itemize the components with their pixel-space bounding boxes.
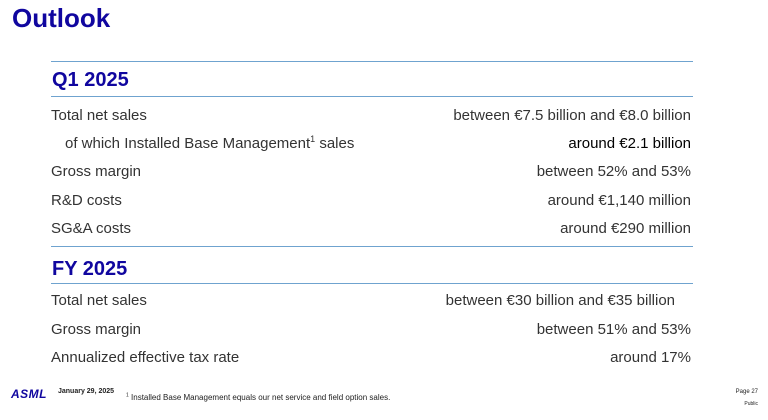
row-value: around €1,140 million — [547, 191, 691, 209]
footnote-marker: 1 — [126, 392, 129, 399]
row-label: Total net sales — [51, 291, 147, 309]
row-value: between 51% and 53% — [536, 320, 691, 338]
footnote-marker: 1 — [310, 133, 316, 144]
row-value: around 17% — [610, 348, 691, 366]
footnote: $^1$ Installed Base Management equals our net service and field option sales. — [126, 392, 391, 402]
row-fy-tax-rate — [51, 346, 691, 368]
section-heading-fy: FY 2025 — [52, 258, 128, 280]
row-q1-gross-margin — [51, 160, 691, 182]
row-value: between €30 billion and €35 billion — [445, 291, 675, 309]
row-q1-rd-costs — [51, 189, 691, 211]
row-label: Total net sales — [51, 106, 147, 124]
section-heading-rule — [51, 96, 693, 97]
page-title: Outlook — [12, 3, 111, 33]
row-q1-sga-costs — [51, 217, 691, 239]
row-q1-total-net-sales — [51, 104, 691, 126]
row-label: Gross margin — [51, 162, 142, 180]
page-number: Page 27 — [735, 389, 758, 395]
row-label: Gross margin — [51, 320, 142, 338]
section-heading-q1: Q1 2025 — [52, 69, 129, 91]
footer-date: January 29, 2025 — [58, 388, 115, 395]
row-label: of which Installed Base Management$^1$ sales — [65, 133, 355, 152]
row-value: between €7.5 billion and €8.0 billion — [453, 106, 691, 124]
row-value: between 52% and 53% — [536, 162, 691, 180]
row-fy-total-net-sales — [51, 289, 691, 311]
section-heading-rule — [51, 283, 693, 284]
classification-label: Public — [744, 401, 758, 407]
row-value: around €290 million — [560, 219, 691, 237]
row-value: around €2.1 billion — [568, 134, 691, 152]
row-label: R&D costs — [51, 191, 122, 209]
row-fy-gross-margin — [51, 318, 691, 340]
section-top-rule — [51, 61, 693, 62]
asml-logo: ASML — [11, 387, 47, 401]
row-label: Annualized effective tax rate — [51, 348, 240, 366]
section-top-rule — [51, 246, 693, 247]
row-label: SG&A costs — [51, 219, 132, 237]
row-q1-installed-base — [51, 132, 691, 154]
